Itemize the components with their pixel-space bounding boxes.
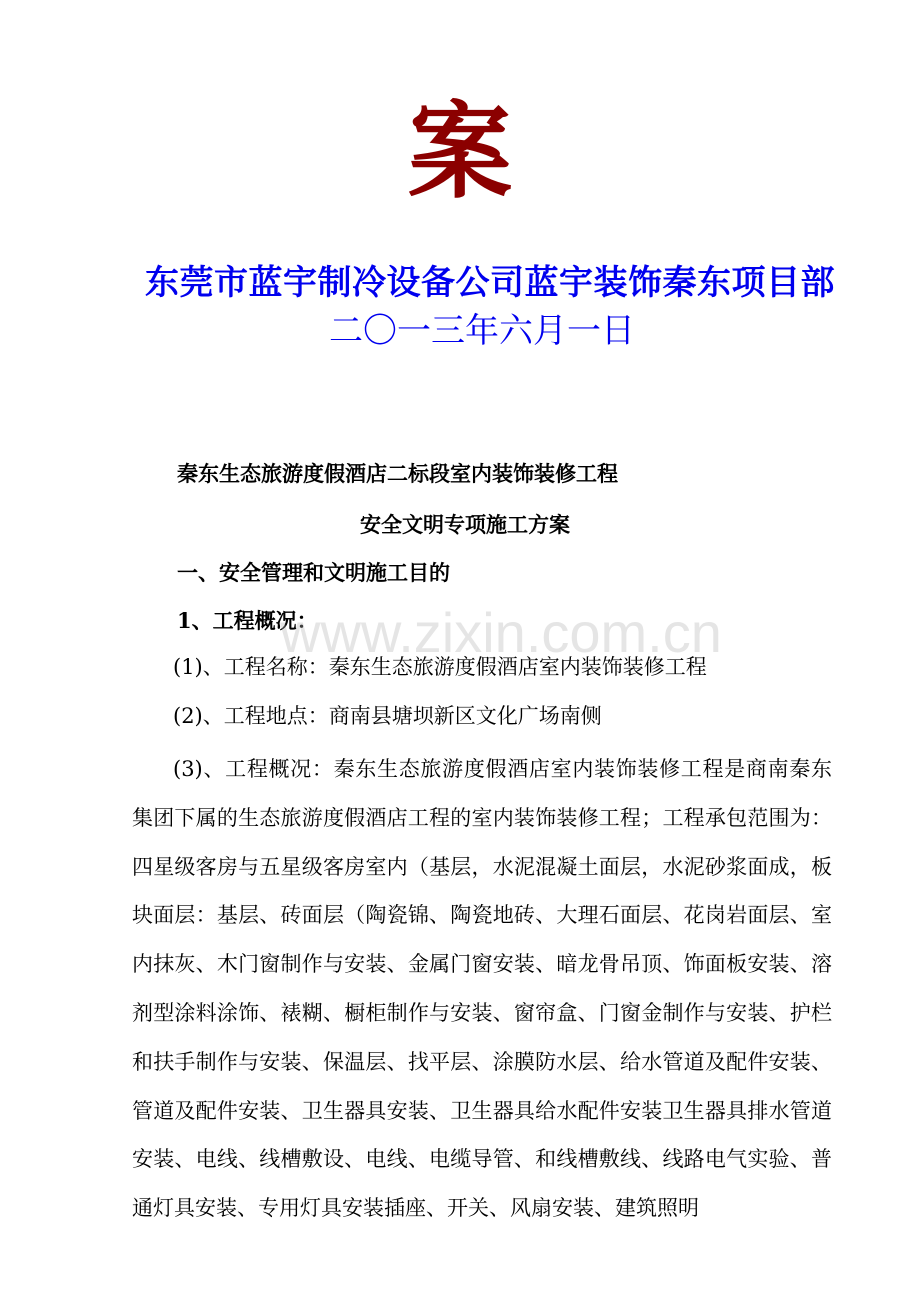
document-title-line2: 安全文明专项施工方案 (360, 512, 570, 537)
document-title-line1: 秦东生态旅游度假酒店二标段室内装饰装修工程 (177, 461, 618, 486)
cover-date: 二〇一三年六月一日 (329, 311, 635, 351)
subsection-heading: 1、工程概况： (177, 608, 318, 633)
project-location-item: (2)、工程地点：商南县塘坝新区文化广场南侧 (173, 704, 602, 728)
project-name-item: (1)、工程名称：秦东生态旅游度假酒店室内装饰装修工程 (173, 655, 707, 679)
company-name: 东莞市蓝宇制冷设备公司蓝宇装饰秦东项目部 (145, 263, 835, 303)
cover-big-character: 案 (407, 90, 512, 213)
project-overview-paragraph: (3)、工程概况：秦东生态旅游度假酒店室内装饰装修工程是商南秦东集团下属的生态旅游度假酒店工程的室内装饰装修工程；工程承包范围为：四星级客房与五星级客房室内（基层，水泥混凝土面层，水泥砂浆面成，板块面层：基层、砖面层（陶瓷锦、陶瓷地砖、大理石面层、花岗岩面层、室内抹灰、木门窗制作与安装、金属门窗安装、暗龙骨吊顶、饰面板安装、溶剂型涂料涂饰、裱糊、橱柜制作与安装、窗帘盒、门窗金制作与安装、护栏和扶手制作与安装、保温层、找平层、涂膜防水层、给水管道及配件安装、管道及配件安装、卫生器具安装、卫生器具给水配件安装卫生器具排水管道安装、电线、线槽敷设、电线、电缆导管、和线槽敷线、线路电气实验、普通灯具安装、专用灯具安装插座、开关、风扇安装、建筑照明 (132, 757, 832, 1221)
watermark: www.zixin.com.cn (280, 601, 722, 664)
section-heading: 一、安全管理和文明施工目的 (177, 560, 450, 585)
